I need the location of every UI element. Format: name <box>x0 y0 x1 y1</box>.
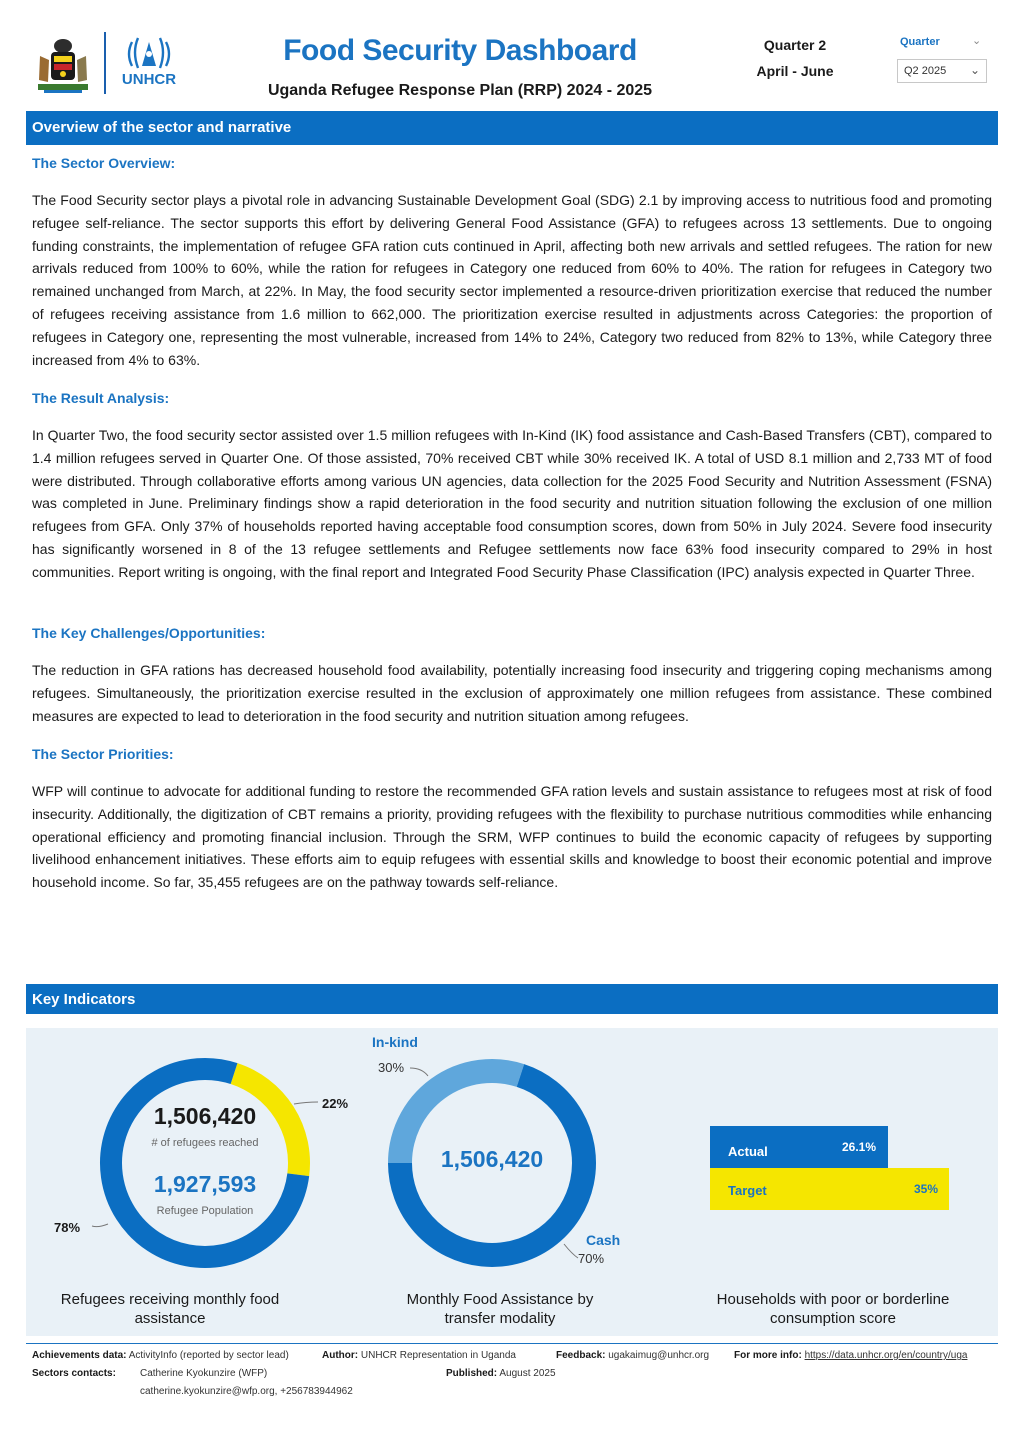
footer-achievements <box>32 1350 289 1361</box>
period-label: April - June <box>756 63 834 79</box>
quarter-label: Quarter 2 <box>763 37 827 53</box>
published-label: Published: <box>446 1368 498 1379</box>
result-analysis-text: In Quarter Two, the food security sector assisted over 1.5 million refugees with In-Kind (IK) food assistance and Cash-Based Transfers (CBT), compared to 1.4 million refugees served in Quarter One. Of those assisted, 70% received CBT while 30% received IK. A total of USD 8.1 million and 2,733 MT of food were distributed. Through collaborative efforts among various UN agencies, data collection for the 2025 Food Security and Nutrition Assessment (FSNA) was completed in June. Preliminary findings show a rapid deterioration in the food security and nutrition situation following the exclusion of one million refugees from GFA. Only 37% of households reported having acceptable food consumption scores, down from 50% in July 2024. Severe food insecurity has significantly worsened in 8 of the 13 refugee settlements and Refugee settlements now face 63% food insecurity compared to 29% in host communities. Report writing is ongoing, with the final report and Integrated Food Security Phase Classification (IPC) analysis expected in Quarter Three. <box>32 427 992 580</box>
footer-divider <box>26 1343 998 1344</box>
slicer-collapse-icon[interactable]: ⌄ <box>972 35 982 47</box>
achievements-value: ActivityInfo (reported by sector lead) <box>128 1350 289 1361</box>
inkind-label: In-kind <box>372 1034 418 1050</box>
consumption-caption: Households with poor or borderline consumption score <box>716 1291 950 1327</box>
result-analysis-heading: The Result Analysis: <box>32 390 170 406</box>
footer-feedback <box>556 1350 709 1361</box>
priorities-text: WFP will continue to advocate for additional funding to restore the recommended GFA ration levels and sustain assistance to refugees most at risk of food insecurity. Additionally, the digitization of CBT remains a priority, providing refugees with the flexibility to purchase nutritious commodities while enhancing operational efficiency and promoting financial inclusion. Through the SRM, WFP continues to build the economic capacity of refugees by supporting livelihood enhancement initiatives. These efforts aim to equip refugees with essential skills and knowledge to boost their economic potential and improve household income. So far, 35,455 refugees are on the pathway towards self-reliance. <box>32 783 992 891</box>
footer-more-info <box>734 1350 967 1361</box>
refugees-reached-donut <box>111 1069 299 1257</box>
actual-bar-label: Actual <box>728 1144 768 1159</box>
challenges-heading: The Key Challenges/Opportunities: <box>32 625 266 641</box>
uganda-coat-of-arms-logo <box>34 36 92 94</box>
footer-author <box>322 1350 516 1361</box>
inkind-pct: 30% <box>378 1060 405 1075</box>
refugee-population-label: Refugee Population <box>156 1205 254 1217</box>
page-subtitle: Uganda Refugee Response Plan (RRP) 2024 - 2025 <box>267 82 653 99</box>
leader-line-22 <box>294 1102 318 1104</box>
leader-line-70 <box>564 1244 578 1258</box>
achievements-label: Achievements data: <box>32 1350 127 1361</box>
modality-total-value: 1,506,420 <box>440 1146 544 1172</box>
unhcr-logo-text: UNHCR <box>121 71 177 88</box>
leader-line-78 <box>92 1224 108 1227</box>
donut1-label-22: 22% <box>322 1096 349 1111</box>
published-value: August 2025 <box>499 1368 556 1379</box>
unhcr-logo <box>116 32 182 94</box>
footer-published <box>446 1368 556 1379</box>
logo-divider <box>104 32 106 94</box>
page-title: Food Security Dashboard <box>283 34 637 67</box>
target-bar-label: Target <box>728 1183 767 1198</box>
author-label: Author: <box>322 1350 359 1361</box>
footer-contact-details: catherine.kyokunzire@wfp.org, +256783944962 <box>140 1386 353 1397</box>
feedback-label: Feedback: <box>556 1350 606 1361</box>
sector-overview-heading: The Sector Overview: <box>32 155 176 171</box>
key-indicators-section-header: Key Indicators <box>26 984 998 1014</box>
refugees-reached-caption: Refugees receiving monthly food assistance <box>60 1291 280 1327</box>
feedback-email: ugakaimug@unhcr.org <box>608 1350 710 1361</box>
cash-pct: 70% <box>578 1251 605 1266</box>
challenges-text: The reduction in GFA rations has decreased household food availability, potentially increasing food insecurity and triggering coping mechanisms among refugees. Simultaneously, the prioritization exercise resulted in the exclusion of approximately one million refugees from assistance. These combined measures are expected to lead to deterioration in the food security and nutrition situation among refugees. <box>32 662 992 724</box>
refugees-reached-value: 1,506,420 <box>153 1103 257 1129</box>
chevron-down-icon: ⌄ <box>969 63 980 77</box>
priorities-heading: The Sector Priorities: <box>32 746 174 762</box>
footer-contacts-label <box>32 1368 116 1379</box>
footer-contact-name: Catherine Kyokunzire (WFP) <box>140 1368 268 1379</box>
more-info-label: For more info: <box>734 1350 802 1361</box>
leader-line-30 <box>410 1068 428 1076</box>
author-value: UNHCR Representation in Uganda <box>360 1350 516 1361</box>
quarter-select[interactable] <box>897 59 987 83</box>
quarter-select-value: Q2 2025 <box>904 65 947 77</box>
cash-label: Cash <box>586 1232 621 1248</box>
quarter-slicer-label: Quarter <box>900 36 940 48</box>
contacts-label: Sectors contacts: <box>32 1368 116 1379</box>
refugees-reached-label: # of refugees reached <box>151 1137 259 1149</box>
modality-caption: Monthly Food Assistance by transfer modality <box>406 1291 594 1327</box>
actual-bar-value: 26.1% <box>842 1140 877 1154</box>
more-info-link[interactable]: https://data.unhcr.org/en/country/uga <box>804 1350 968 1361</box>
donut1-label-78: 78% <box>54 1220 81 1235</box>
overview-section-header: Overview of the sector and narrative <box>26 111 998 145</box>
refugee-population-value: 1,927,593 <box>153 1171 257 1197</box>
target-bar-value: 35% <box>914 1182 939 1196</box>
sector-overview-text: The Food Security sector plays a pivotal role in advancing Sustainable Development Goal (SDG) 2.1 by improving access to nutritious food and promoting refugee self-reliance. The sector supports this effort by delivering General Food Assistance (GFA) to refugees across 13 settlements. Due to ongoing funding constraints, the implementation of refugee GFA ration cuts continued in April, affecting both new arrivals and settled refugees. The ration for new arrivals reduced from 100% to 60%, while the ration for refugees in Category one reduced from 60% to 40%. The ration for refugees in Category two remained unchanged from March, at 22%. In May, the food security sector implemented a resource-driven prioritization exercise that reduced the number of refugees receiving assistance from 1.6 million to 662,000. The prioritization exercise resulted in adjustments across Categories: the proportion of refugees in Category one, representing the most vulnerable, increased from 14% to 24%, Category two reduced from 82% to 13%, while Category three increased from 4% to 63%. <box>32 192 992 368</box>
